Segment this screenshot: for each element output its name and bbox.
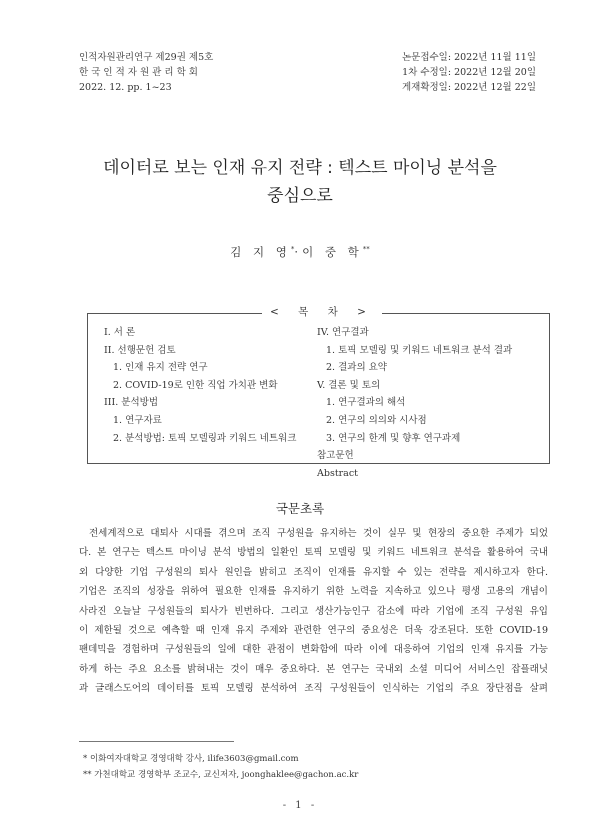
toc-title: < 목 차 > <box>262 304 382 319</box>
toc-item[interactable]: 1. 연구결과의 해석 <box>326 397 406 409</box>
journal-info <box>79 50 213 95</box>
footnote-author-1: * 이화여자대학교 경영대학 강사, ilife3603@gmail.com <box>83 754 299 764</box>
toc-item[interactable]: 1. 인재 유지 전략 연구 <box>113 362 208 374</box>
author-first-mark: * <box>290 245 295 254</box>
toc-item[interactable]: 참고문헌 <box>317 450 354 462</box>
footnote-author-2: ** 가천대학교 경영학부 조교수, 교신저자, joonghaklee@gachon.ac.kr <box>83 770 359 780</box>
footnote-divider <box>79 741 234 742</box>
abstract-line: 다. 본 연구는 텍스트 마이닝 분석 방법의 일환인 토픽 모델링 및 키워드 네트워크 분석을 활용하여 국내 <box>79 547 548 559</box>
toc-item[interactable]: 2. 분석방법: 토픽 모델링과 키워드 네트워크 <box>113 432 297 444</box>
toc-item[interactable]: 2. COVID-19로 인한 직업 가치관 변화 <box>113 379 278 391</box>
abstract-line: 기업은 조직의 성장을 위하여 필요한 인재를 유지하기 위한 노력을 지속하고 있으나 평생 고용의 개념이 <box>79 586 548 598</box>
author-first: 김 지 영 <box>230 245 291 259</box>
issue-pages: 2022. 12. pp. 1~23 <box>79 82 172 93</box>
revised-date: 1차 수정일: 2022년 12월 20일 <box>402 67 536 78</box>
society-name: 한 국 인 적 자 원 관 리 학 회 <box>79 67 198 78</box>
author-line <box>0 244 600 260</box>
author-second: 이 중 학 <box>302 245 363 259</box>
abstract-line: 사라진 오늘날 구성원들의 퇴사가 빈번하다. 그리고 생산가능인구 감소에 따라 기업에 조직 구성원 유입 <box>79 605 548 617</box>
abstract-line: 이 제한될 것으로 예측할 때 인재 유지 주제와 관련한 연구의 중요성은 더욱 강조된다. 또한 COVID-19 <box>79 625 548 637</box>
toc-item[interactable]: II. 선행문헌 검토 <box>104 344 176 356</box>
abstract-heading: 국문초록 <box>275 501 325 516</box>
author-second-mark: ** <box>362 245 370 254</box>
abstract-line: 하게 하는 주요 요소를 밝혀내는 것이 매우 중요하다. 본 연구는 국내외 소셜 미디어 서비스인 잡플래닛 <box>79 663 548 675</box>
toc-item[interactable]: 2. 결과의 요약 <box>326 362 387 374</box>
received-date: 논문접수일: 2022년 11월 11일 <box>401 52 536 63</box>
toc-item[interactable]: I. 서 론 <box>104 327 136 338</box>
toc-item[interactable]: III. 분석방법 <box>104 397 159 409</box>
toc-item[interactable]: 1. 토픽 모델링 및 키워드 네트워크 분석 결과 <box>326 344 513 356</box>
review-dates <box>402 50 536 95</box>
abstract-line: 과 글래스도어의 데이터를 토픽 모델링 분석하여 조직 구성원들이 인식하는 기업의 주요 장단점을 살펴 <box>79 683 548 695</box>
paper-title-line-1: 데이터로 보는 인재 유지 전략 : 텍스트 마이닝 분석을 <box>103 158 497 178</box>
abstract-line: 팬데믹을 경험하며 구성원들의 일에 대한 관점이 변화함에 따라 이에 대응하여 기업의 인재 유지를 가능 <box>79 644 548 656</box>
page-number: - 1 - <box>282 800 318 811</box>
paper-title-line-2: 중심으로 <box>267 186 333 206</box>
abstract-line: 외 다양한 기업 구성원의 퇴사 원인을 밝히고 조직이 인재를 유지할 수 있는 전략을 제시하고자 한다. <box>79 566 548 578</box>
toc-item[interactable]: Abstract <box>317 467 358 479</box>
toc-item[interactable]: 3. 연구의 한계 및 향후 연구과제 <box>326 432 461 444</box>
toc-right-column <box>317 324 512 482</box>
toc-item[interactable]: IV. 연구결과 <box>317 327 369 338</box>
toc-item[interactable]: 1. 연구자료 <box>113 414 162 426</box>
journal-name: 인적자원관리연구 제29권 제5호 <box>79 52 214 63</box>
author-separator: · <box>294 245 303 259</box>
abstract-line: 전세계적으로 대퇴사 시대를 겪으며 조직 구성원을 유지하는 것이 실무 및 현장의 중요한 주제가 되었 <box>89 528 548 539</box>
accepted-date: 게재확정일: 2022년 12월 22일 <box>401 82 536 93</box>
toc-item[interactable]: 2. 연구의 의의와 시사점 <box>326 414 427 426</box>
toc-item[interactable]: V. 결론 및 토의 <box>317 379 381 391</box>
abstract-body <box>79 524 548 699</box>
toc-left-column <box>104 324 296 447</box>
